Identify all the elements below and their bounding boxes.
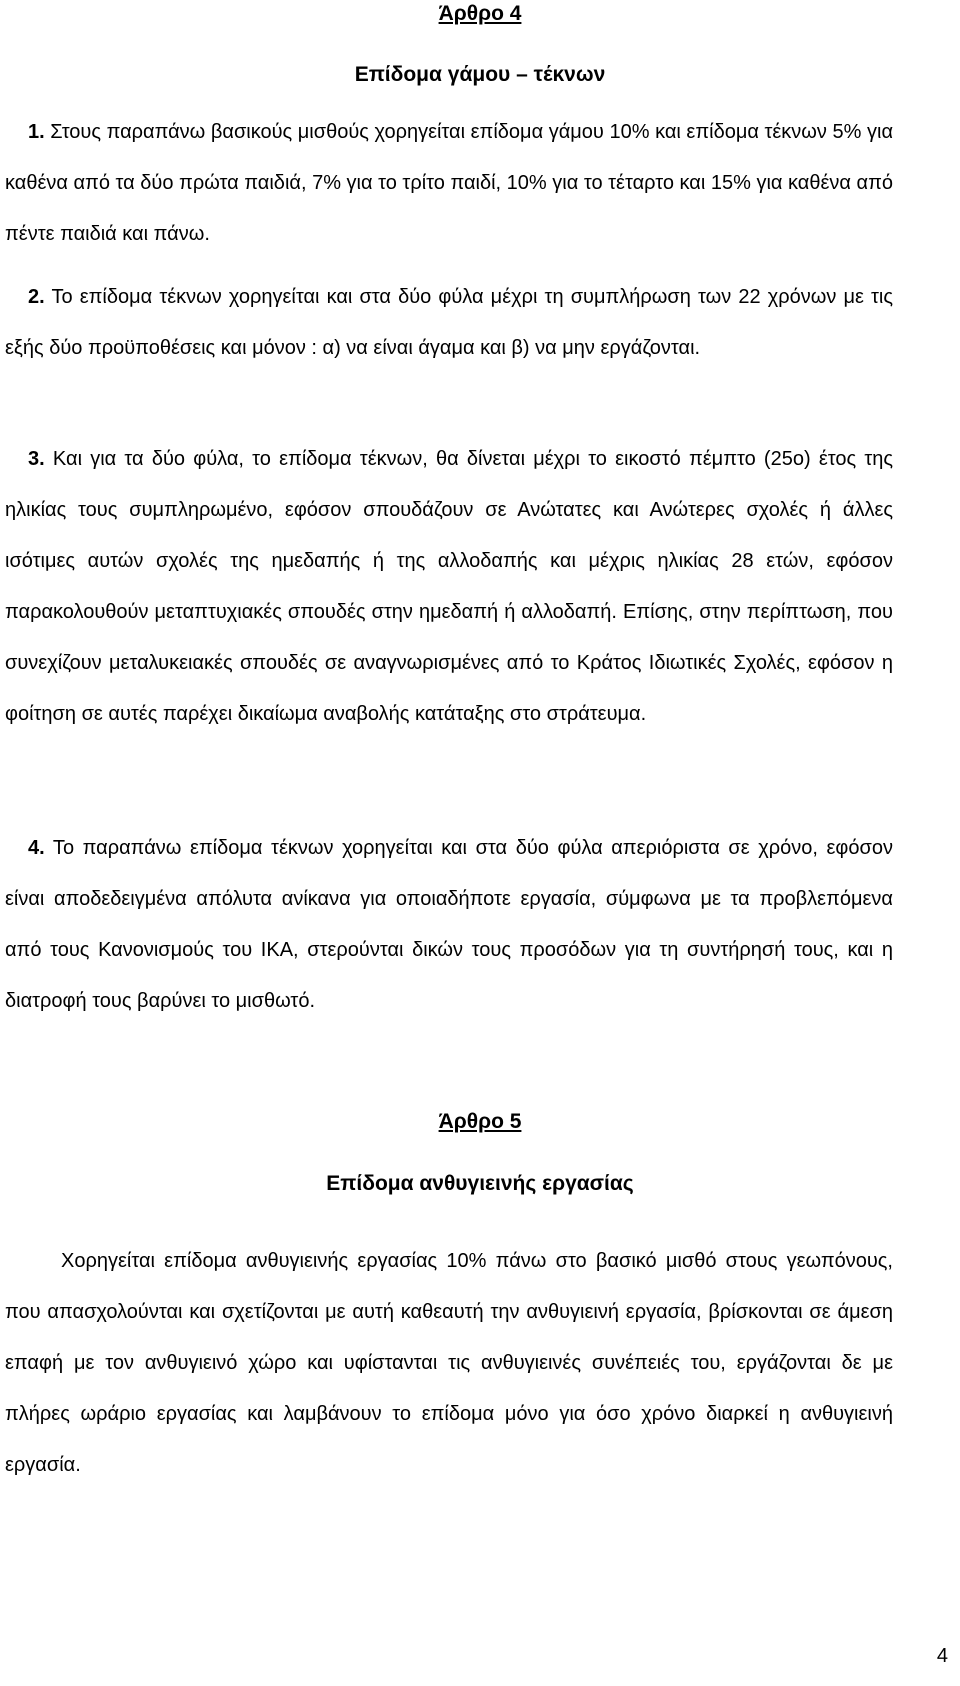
item-text: Στους παραπάνω βασικούς μισθούς χορηγείται επίδομα γάμου 10% και επίδομα τέκνων 5% για καθένα από τα δύο πρώτα παιδιά, 7% για το τρίτο παιδί, 10% για το τέταρτο και 15% για καθένα από πέντε παιδιά και πάνω. (5, 121, 894, 245)
article-4-item-1 (5, 107, 893, 260)
item-text: Και για τα δύο φύλα, το επίδομα τέκνων, θα δίνεται μέχρι το εικοστό πέμπτο (25ο) έτος της ηλικίας τους συμπληρωμένο, εφόσον σπουδάζουν σε Ανώτατες και Ανώτερες σχολές ή άλλες ισότιμες αυτών σχολές της ημεδαπής ή της αλλοδαπής και μέχρις ηλικίας 28 ετών, εφόσον παρακολουθούν μεταπτυχιακές σπουδές στην ημεδαπή ή αλλοδαπή. Επίσης, στην περίπτωση, που συνεχίζουν μεταλυκειακές σπουδές σε αναγνωρισμένες από το Κράτος Ιδιωτικές Σχολές, εφόσον η φοίτηση σε αυτές παρέχει δικαίωμα αναβολής κατάταξης στο στράτευμα. (5, 448, 893, 725)
article-5-body: Χορηγείται επίδομα ανθυγιεινής εργασίας 10% πάνω στο βασικό μισθό στους γεωπόνους, που απασχολούνται και σχετίζονται με αυτή καθεαυτή την ανθυγιεινή εργασία, βρίσκονται σε άμεση επαφή με τον ανθυγιεινό χώρο και υφίστανται τις ανθυγιεινές συνέπειές του, εργάζονται δε με πλήρες ωράριο εργασίας και λαμβάνουν το επίδομα μόνο για όσο χρόνο διαρκεί η ανθυγιεινή εργασία. (5, 1250, 893, 1476)
item-number: 1. (28, 121, 45, 143)
article-4-item-2 (5, 272, 893, 374)
item-number: 3. (28, 448, 45, 470)
article-4-subtitle: Επίδομα γάμου – τέκνων (354, 63, 606, 86)
article-4-item-4 (5, 823, 893, 1027)
item-number: 4. (28, 837, 45, 859)
item-text: Το παραπάνω επίδομα τέκνων χορηγείται και στα δύο φύλα απεριόριστα σε χρόνο, εφόσον είναι αποδεδειγμένα απόλυτα ανίκανα για οποιαδήποτε εργασία, σύμφωνα με τα προβλεπόμενα από τους Κανονισμούς του ΙΚΑ, στερούνται δικών τους προσόδων για τη συντήρησή τους, και η διατροφή τους βαρύνει το μισθωτό. (5, 837, 893, 1012)
page-number: 4 (936, 1645, 948, 1667)
item-number: 2. (28, 286, 45, 308)
item-text: Το επίδομα τέκνων χορηγείται και στα δύο φύλα μέχρι τη συμπλήρωση των 22 χρόνων με τις εξής δύο προϋποθέσεις και μόνον : α) να είναι άγαμα και β) να μην εργάζονται. (5, 286, 893, 359)
article-5-subtitle: Επίδομα ανθυγιεινής εργασίας (326, 1172, 634, 1195)
article-5-heading: Άρθρο 5 (438, 1110, 522, 1133)
article-4-item-3 (5, 434, 893, 740)
article-4-heading: Άρθρο 4 (438, 2, 522, 25)
